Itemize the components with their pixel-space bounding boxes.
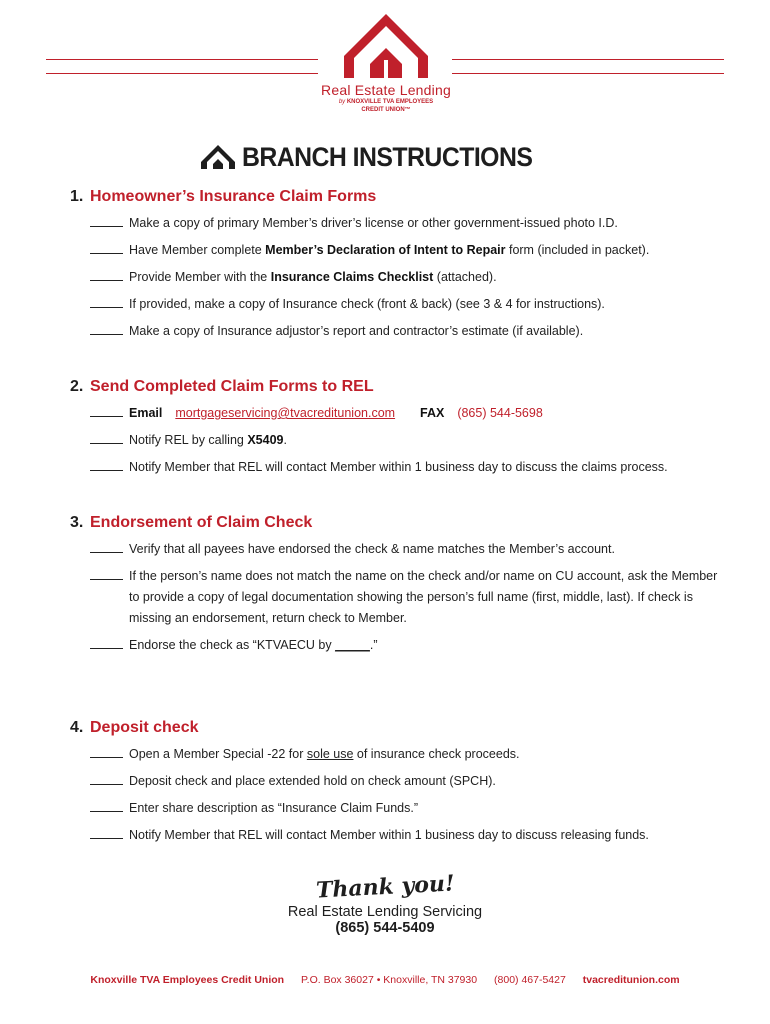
item-text: Provide Member with the — [129, 270, 271, 284]
section-title: Deposit check — [90, 719, 199, 736]
footer — [0, 974, 770, 986]
checkbox-blank[interactable] — [90, 334, 123, 335]
item-text: Make a copy of Insurance adjustor’s report and contractor’s estimate (if available). — [129, 324, 584, 338]
checkbox-blank[interactable] — [90, 648, 123, 649]
page-title — [200, 140, 558, 174]
home-icon — [200, 144, 236, 170]
email-link[interactable]: mortgageservicing@tvacreditunion.com — [175, 406, 396, 420]
item-text: .” — [369, 638, 378, 652]
brand-by: by — [338, 99, 346, 105]
fax-label: FAX — [420, 406, 445, 420]
footer-phone: (800) 467-5427 — [494, 974, 566, 986]
section-heading — [70, 185, 750, 209]
checklist-item — [70, 240, 750, 261]
closing-block — [0, 870, 770, 936]
department-name: Real Estate Lending Servicing — [287, 904, 483, 920]
section-title: Send Completed Claim Forms to REL — [90, 378, 374, 395]
checkbox-blank[interactable] — [90, 838, 123, 839]
checkbox-blank[interactable] — [90, 416, 123, 417]
section-number: 1. — [70, 188, 84, 205]
header-rule-left-bottom — [46, 73, 318, 74]
item-text-bold: X5409 — [247, 433, 284, 447]
checklist-item — [70, 771, 750, 792]
item-text: Have Member complete — [129, 243, 266, 257]
item-text: Open a Member Special -22 for — [129, 747, 307, 761]
brand-name: Real Estate Lending — [321, 82, 451, 98]
page-title-text: BRANCH INSTRUCTIONS — [242, 141, 533, 172]
footer-website[interactable]: tvacreditunion.com — [582, 974, 680, 986]
checkbox-blank[interactable] — [90, 470, 123, 471]
item-text-bold: Member’s Declaration of Intent to Repair — [265, 243, 506, 257]
brand-org — [320, 98, 452, 114]
checkbox-blank[interactable] — [90, 579, 123, 580]
footer-org: Knoxville TVA Employees Credit Union — [90, 974, 285, 986]
header-rule-right-bottom — [452, 73, 724, 74]
checklist-item — [70, 213, 750, 234]
item-text: If provided, make a copy of Insurance check (front & back) (see 3 & 4 for instructions). — [129, 297, 605, 311]
checkbox-blank[interactable] — [90, 443, 123, 444]
section-heading — [70, 375, 750, 399]
item-text: Notify Member that REL will contact Member within 1 business day to discuss releasing funds. — [129, 828, 649, 842]
checklist-item — [70, 321, 750, 342]
section-send-forms-to-rel — [70, 375, 750, 478]
item-text: Make a copy of primary Member’s driver’s license or other government-issued photo I.D. — [129, 216, 618, 230]
section-title: Homeowner’s Insurance Claim Forms — [90, 188, 377, 205]
item-text: Enter share description as “Insurance Claim Funds.” — [129, 801, 419, 815]
item-text: Deposit check and place extended hold on check amount (SPCH). — [129, 774, 496, 788]
thank-you-text: Thank you! — [315, 870, 455, 904]
checklist-item — [70, 539, 750, 560]
item-text-underlined: _____ — [335, 638, 370, 652]
checkbox-blank[interactable] — [90, 784, 123, 785]
item-text: (attached). — [433, 270, 497, 284]
section-deposit-check — [70, 716, 750, 846]
checklist-item — [70, 267, 750, 288]
brand-org-line1: KNOXVILLE TVA EMPLOYEES — [346, 99, 434, 105]
footer-address: P.O. Box 36027 • Knoxville, TN 37930 — [301, 974, 478, 986]
item-text: If the person’s name does not match the name on the check and/or name on CU account, ask the Member to provide a copy of legal documentation showing the person’s full name (first, middle, last). If check is missing an endorsement, return check to Member. — [129, 569, 718, 625]
fax-number: (865) 544-5698 — [457, 406, 543, 420]
item-text: Notify Member that REL will contact Member within 1 business day to discuss the claims process. — [129, 460, 668, 474]
item-text-bold: Insurance Claims Checklist — [270, 270, 434, 284]
email-label: Email — [129, 406, 163, 420]
checkbox-blank[interactable] — [90, 280, 123, 281]
checkbox-blank[interactable] — [90, 253, 123, 254]
brand-logo — [320, 12, 452, 114]
checklist-item — [70, 798, 750, 819]
checklist-item-contact — [70, 403, 750, 424]
checklist-item — [70, 430, 750, 451]
header-rule-right-top — [452, 59, 724, 60]
checklist-item — [70, 744, 750, 765]
item-text: of insurance check proceeds. — [353, 747, 520, 761]
brand-org-line2: CREDIT UNION™ — [361, 107, 411, 113]
house-logo-icon — [340, 12, 432, 80]
item-text-underlined: sole use — [306, 747, 354, 761]
section-title: Endorsement of Claim Check — [90, 514, 313, 531]
section-number: 4. — [70, 719, 84, 736]
checkbox-blank[interactable] — [90, 307, 123, 308]
checklist-item — [70, 825, 750, 846]
section-endorsement — [70, 511, 750, 656]
section-number: 3. — [70, 514, 84, 531]
item-text: . — [283, 433, 287, 447]
item-text: Endorse the check as “KTVAECU by — [129, 638, 336, 652]
checklist-item — [70, 566, 729, 629]
section-heading — [70, 511, 750, 535]
checkbox-blank[interactable] — [90, 226, 123, 227]
section-number: 2. — [70, 378, 84, 395]
item-text: Notify REL by calling — [129, 433, 248, 447]
item-text: form (included in packet). — [505, 243, 650, 257]
item-text: Verify that all payees have endorsed the check & name matches the Member’s account. — [129, 542, 615, 556]
checklist-item — [70, 294, 750, 315]
department-phone: (865) 544-5409 — [335, 920, 435, 936]
checklist-item — [70, 457, 750, 478]
section-heading — [70, 716, 750, 740]
checkbox-blank[interactable] — [90, 811, 123, 812]
checklist-item — [70, 635, 750, 656]
checkbox-blank[interactable] — [90, 757, 123, 758]
section-insurance-claim-forms — [70, 185, 750, 342]
checkbox-blank[interactable] — [90, 552, 123, 553]
header-rule-left-top — [46, 59, 318, 60]
